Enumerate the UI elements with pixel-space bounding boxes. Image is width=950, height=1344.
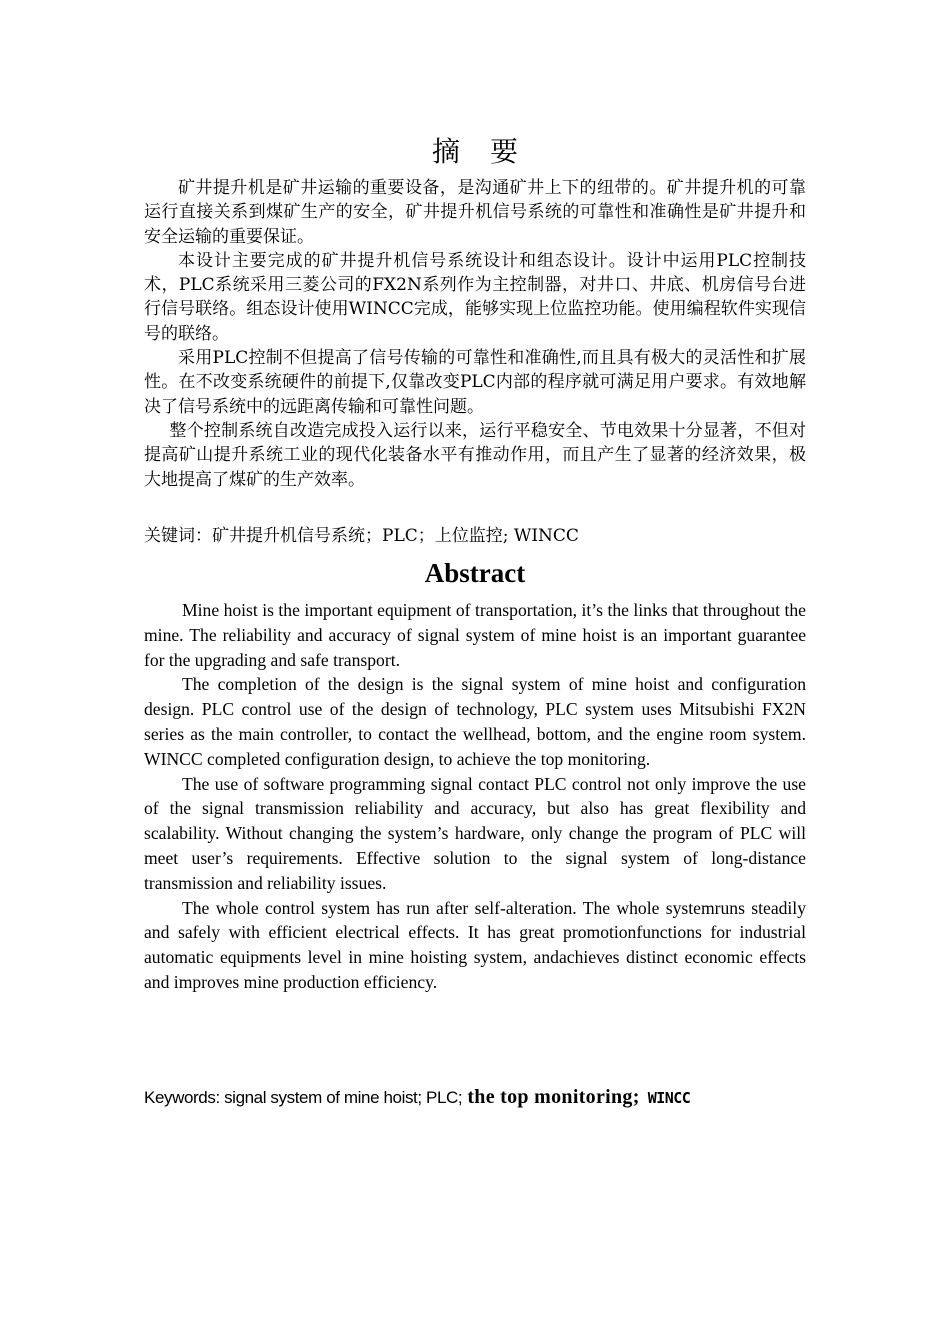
chinese-abstract-body <box>144 176 806 492</box>
english-keywords-part-1: Keywords: signal system of mine hoist; PLC; <box>144 1088 463 1107</box>
chinese-keywords: 关键词：矿井提升机信号系统；PLC；上位监控; WINCC <box>144 526 579 546</box>
chinese-paragraph-2: 本设计主要完成的矿井提升机信号系统设计和组态设计。设计中运用PLC控制技术，PLC系统采用三菱公司的FX2N系列作为主控制器，对井口、井底、机房信号台进行信号联络。组态设计使用WINCC完成，能够实现上位监控功能。使用编程软件实现信号的联络。 <box>144 250 806 344</box>
chinese-abstract-title: 摘要 <box>431 135 548 168</box>
english-keywords <box>144 1084 824 1111</box>
english-keywords-part-3: WINCC <box>647 1089 691 1107</box>
english-abstract-title: Abstract <box>424 558 526 588</box>
chinese-paragraph-1: 矿井提升机是矿井运输的重要设备，是沟通矿井上下的纽带的。矿井提升机的可靠运行直接关系到煤矿生产的安全，矿井提升机信号系统的可靠性和准确性是矿井提升和安全运输的重要保证。 <box>144 178 806 247</box>
chinese-paragraph-4: 整个控制系统自改造完成投入运行以来，运行平稳安全、节电效果十分显著，不但对提高矿山提升系统工业的现代化装备水平有推动作用，而且产生了显著的经济效果，极大地提高了煤矿的生产效率。 <box>144 420 806 490</box>
english-paragraph-4: The whole control system has run after self-alteration. The whole systemruns steadily and safely with efficient electrical effects. It has great promotionfunctions for industrial automatic equipments level in mine hoisting system, andachieves distinct economic effects and improves mine production efficiency. <box>144 897 806 992</box>
english-keywords-part-2: the top monitoring; <box>467 1086 640 1108</box>
chinese-paragraph-3: 采用PLC控制不但提高了信号传输的可靠性和准确性,而且具有极大的灵活性和扩展性。在不改变系统硬件的前提下,仅靠改变PLC内部的程序就可满足用户要求。有效地解决了信号系统中的远距离传输和可靠性问题。 <box>144 348 806 417</box>
english-paragraph-2: The completion of the design is the signal system of mine hoist and configuration design. PLC control use of the design of technology, PLC system uses Mitsubishi FX2N series as the main controller, to contact the wellhead, bottom, and the engine room system. WINCC completed configuration design, to achieve the top monitoring. <box>144 674 806 769</box>
english-paragraph-3: The use of software programming signal contact PLC control not only improve the use of the signal transmission reliability and accuracy, but also has great flexibility and scalability. Without changing the system’s hardware, only change the program of PLC will meet user’s requirements. Effective solution to the signal system of long-distance transmission and reliability issues. <box>144 773 806 893</box>
english-paragraph-1: Mine hoist is the important equipment of transportation, it’s the links that throughout the mine. The reliability and accuracy of signal system of mine hoist is an important guarantee for the upgrading and safe transport. <box>144 600 806 670</box>
english-abstract-body <box>144 598 806 995</box>
